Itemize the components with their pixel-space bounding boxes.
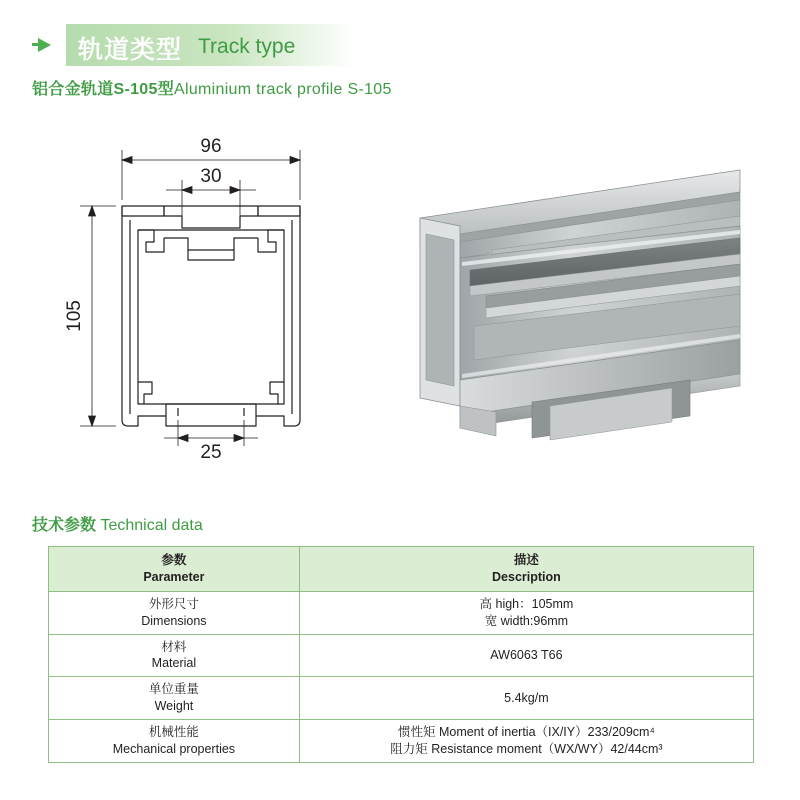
desc-line: 阻力矩 Resistance moment（WX/WY）42/44cm³ [390, 741, 663, 756]
table-row [49, 591, 754, 634]
param-en: Material [151, 656, 197, 671]
photo-svg [400, 130, 770, 460]
tech-data-title [32, 512, 203, 535]
page-subtitle-en: Aluminium track profile S-105 [174, 81, 392, 98]
drawing-svg [60, 120, 400, 460]
page-subtitle [32, 76, 392, 99]
desc-line: 宽 width:96mm [484, 613, 569, 628]
header-description-cn: 描述 [513, 553, 539, 567]
header-parameter-cn: 参数 [161, 553, 187, 567]
cell-parameter [49, 677, 300, 720]
param-en: Weight [154, 699, 194, 714]
table-row [49, 720, 754, 763]
s105-aluminium-track-photo [400, 130, 770, 460]
cell-description [299, 634, 753, 677]
header-cell-description [299, 547, 753, 592]
dim-width-bottom-slot: 25 [200, 442, 222, 460]
tech-data-title-cn: 技术参数 [32, 517, 97, 534]
tech-data-title-en: Technical data [100, 517, 203, 534]
cell-parameter [49, 634, 300, 677]
s105-cross-section-drawing [60, 120, 400, 460]
cell-description [299, 720, 753, 763]
cell-parameter [49, 591, 300, 634]
cell-description [299, 677, 753, 720]
table-header-row [49, 547, 754, 592]
page-subtitle-cn: 铝合金轨道S-105型 [32, 81, 174, 98]
desc-line: AW6063 T66 [490, 647, 563, 662]
header-parameter-en: Parameter [143, 569, 205, 584]
desc-line: 高 high：105mm [479, 596, 574, 611]
cell-description [299, 591, 753, 634]
dim-width-top-slot: 30 [200, 166, 222, 187]
table-row [49, 634, 754, 677]
header-description-en: Description [492, 569, 561, 584]
param-cn: 外形尺寸 [148, 596, 199, 611]
param-cn: 单位重量 [148, 682, 199, 697]
green-arrow-icon [38, 38, 51, 52]
dim-height-overall: 105 [64, 300, 85, 332]
cell-parameter [49, 720, 300, 763]
param-cn: 材料 [161, 639, 187, 654]
table-body [49, 591, 754, 762]
header-cell-parameter [49, 547, 300, 592]
table-header [49, 547, 754, 592]
desc-line: 惯性矩 Moment of inertia（IX/IY）233/209cm⁴ [397, 725, 655, 739]
table-row [49, 677, 754, 720]
dim-width-overall: 96 [200, 136, 222, 157]
page-header [30, 24, 770, 68]
param-cn: 机械性能 [148, 725, 199, 739]
param-en: Mechanical properties [112, 741, 236, 756]
desc-line: 5.4kg/m [504, 690, 549, 705]
header-title-en: Track type [198, 35, 296, 58]
header-title-cn: 轨道类型 [78, 36, 183, 64]
param-en: Dimensions [141, 613, 207, 628]
technical-data-table [48, 546, 754, 763]
